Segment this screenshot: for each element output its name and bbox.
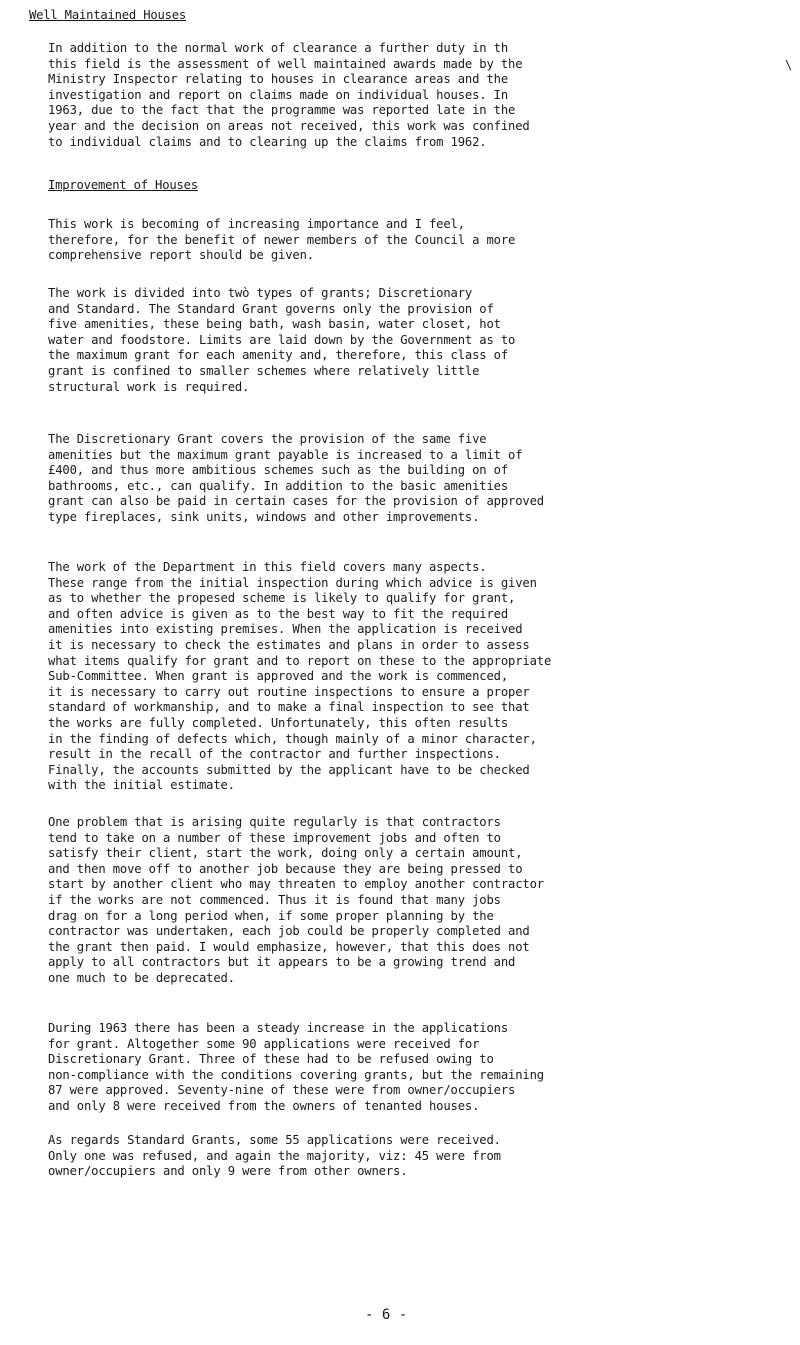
text-line: grant can also be paid in certain cases for the provision of approved [48, 494, 544, 509]
paragraph-improvement-intro [48, 217, 794, 264]
text-line: The work is divided into twò types of grants; Discretionary [48, 286, 473, 300]
text-line: 87 were approved. Seventy-nine of these were from owner/occupiers [48, 1083, 516, 1098]
page-number: - 6 - [365, 1307, 408, 1323]
text-line: tend to take on a number of these improvement jobs and often to [48, 830, 501, 845]
text-line: and then move off to another job because they are being pressed to [48, 861, 523, 876]
text-line: non-compliance with the conditions covering grants, but the remaining [48, 1067, 544, 1082]
section-heading-improvement-of-houses: Improvement of Houses [48, 178, 198, 192]
text-line: As regards Standard Grants, some 55 applications were received. [48, 1133, 501, 1147]
margin-mark: \ [785, 58, 793, 72]
text-line: £400, and thus more ambitious schemes such as the building on of [48, 463, 508, 478]
text-line: start by another client who may threaten to employ another contractor [48, 877, 544, 892]
text-line: 1963, due to the fact that the programme was reported late in the [48, 103, 516, 118]
text-line: This work is becoming of increasing importance and I feel, [48, 217, 465, 231]
text-line: drag on for a long period when, if some proper planning by the [48, 908, 494, 923]
paragraph-discretionary-grant [48, 432, 794, 526]
text-line: In addition to the normal work of clearance a further duty in th [48, 41, 508, 55]
paragraph-well-maintained [48, 41, 794, 150]
text-line: what items qualify for grant and to report on these to the appropriate [48, 653, 552, 668]
text-line: and Standard. The Standard Grant governs only the provision of [48, 301, 494, 316]
text-line: this field is the assessment of well maintained awards made by the [48, 56, 523, 71]
text-line: The Discretionary Grant covers the provision of the same five [48, 432, 487, 446]
text-line: to individual claims and to clearing up the claims from 1962. [48, 134, 487, 149]
paragraph-standard-grants [48, 1133, 794, 1180]
paragraph-1963-applications [48, 1021, 794, 1115]
text-line: apply to all contractors but it appears to be a growing trend and [48, 955, 516, 970]
text-line: if the works are not commenced. Thus it is found that many jobs [48, 892, 501, 907]
text-line: as to whether the propesed scheme is likely to qualify for grant, [48, 591, 516, 606]
text-line: and only 8 were received from the owners of tenanted houses. [48, 1098, 480, 1113]
text-line: and often advice is given as to the best way to fit the required [48, 606, 508, 621]
text-line: The work of the Department in this field covers many aspects. [48, 560, 487, 574]
paragraph-grant-types [48, 286, 794, 395]
text-line: amenities into existing premises. When the application is received [48, 622, 523, 637]
section-heading-well-maintained-houses: Well Maintained Houses [29, 8, 187, 22]
text-line: five amenities, these being bath, wash basin, water closet, hot [48, 317, 501, 332]
text-line: structural work is required. [48, 379, 250, 394]
text-line: Finally, the accounts submitted by the applicant have to be checked [48, 762, 530, 777]
text-line: year and the decision on areas not received, this work was confined [48, 118, 530, 133]
text-line: One problem that is arising quite regularly is that contractors [48, 815, 501, 829]
paragraph-department-work [48, 560, 794, 794]
text-line: amenities but the maximum grant payable is increased to a limit of [48, 447, 523, 462]
text-line: Only one was refused, and again the majority, viz: 45 were from [48, 1148, 501, 1163]
text-line: the maximum grant for each amenity and, therefore, this class of [48, 348, 508, 363]
text-line: result in the recall of the contractor and further inspections. [48, 747, 501, 762]
text-line: it is necessary to carry out routine inspections to ensure a proper [48, 684, 530, 699]
text-line: owner/occupiers and only 9 were from other owners. [48, 1164, 408, 1179]
text-line: with the initial estimate. [48, 778, 235, 793]
text-line: in the finding of defects which, though mainly of a minor character, [48, 731, 537, 746]
text-line: it is necessary to check the estimates and plans in order to assess [48, 637, 530, 652]
text-line: investigation and report on claims made on individual houses. In [48, 87, 508, 102]
text-line: bathrooms, etc., can qualify. In addition to the basic amenities [48, 478, 508, 493]
text-line: therefore, for the benefit of newer members of the Council a more [48, 232, 516, 247]
text-line: During 1963 there has been a steady increase in the applications [48, 1021, 508, 1035]
text-line: type fireplaces, sink units, windows and other improvements. [48, 509, 480, 524]
text-line: contractor was undertaken, each job could be properly completed and [48, 924, 530, 939]
text-line: Discretionary Grant. Three of these had to be refused owing to [48, 1052, 494, 1067]
text-line: Ministry Inspector relating to houses in clearance areas and the [48, 72, 508, 87]
text-line: one much to be deprecated. [48, 970, 235, 985]
text-line: the works are fully completed. Unfortunately, this often results [48, 715, 508, 730]
text-line: These range from the initial inspection during which advice is given [48, 575, 537, 590]
text-line: water and foodstore. Limits are laid down by the Government as to [48, 332, 516, 347]
paragraph-contractors-problem [48, 815, 794, 987]
text-line: grant is confined to smaller schemes where relatively little [48, 363, 480, 378]
text-line: Sub-Committee. When grant is approved and the work is commenced, [48, 669, 508, 684]
text-line: satisfy their client, start the work, doing only a certain amount, [48, 846, 523, 861]
text-line: standard of workmanship, and to make a final inspection to see that [48, 700, 530, 715]
text-line: for grant. Altogether some 90 applications were received for [48, 1036, 480, 1051]
text-line: comprehensive report should be given. [48, 248, 314, 263]
text-line: the grant then paid. I would emphasize, however, that this does not [48, 939, 530, 954]
